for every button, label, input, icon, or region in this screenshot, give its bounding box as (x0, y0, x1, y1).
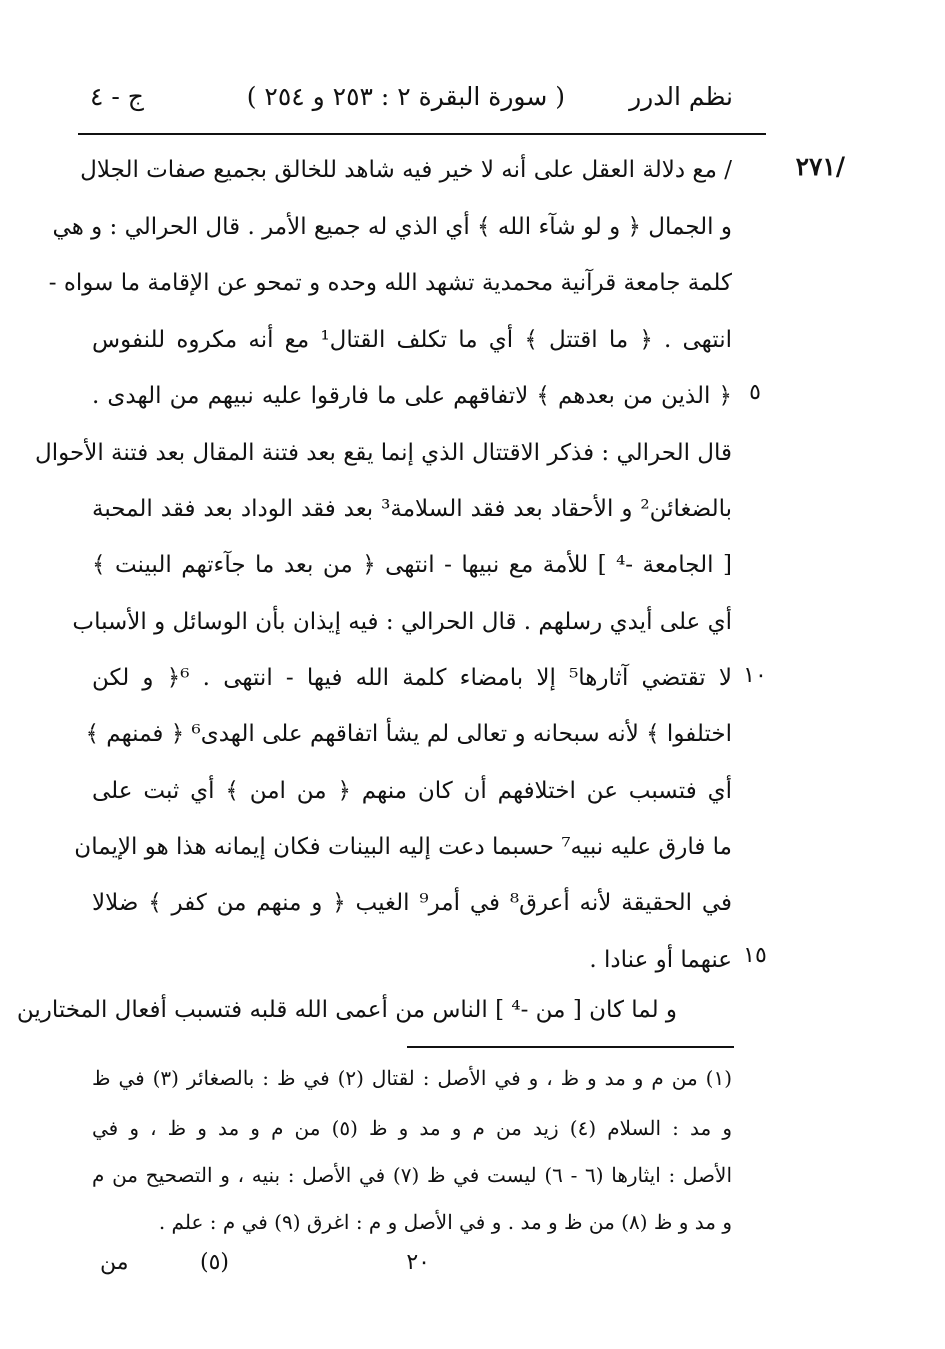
signature-mark: (٥) (200, 1250, 230, 1275)
footnote-line: (١) من م و مد و ظ ، و في الأصل : لقتال (٢) في ظ : بالصغائر (٣) في ظ (92, 1066, 732, 1090)
page-number: ٢٠ (406, 1250, 430, 1275)
volume-label: ج - ٤ (90, 82, 144, 111)
page-footer (80, 1250, 765, 1286)
text-line: و الجمال ﴿ و لو شآء الله ﴾ أي الذي له جميع الأمر . قال الحرالي : و هي (52, 214, 732, 240)
catchword: من (100, 1250, 129, 1275)
text-line: و لما كان [ من -⁴ ] الناس من أعمى الله قلبه فتسبب أفعال المختارين (16, 997, 677, 1023)
running-header (80, 82, 765, 126)
text-line: بالضغائن² و الأحقاد بعد فقد السلامة³ بعد فقد الوداد بعد فقد المحبة (92, 496, 732, 522)
margin-page-reference: ٢٧١/ (795, 152, 845, 181)
text-line: كلمة جامعة قرآنية محمدية تشهد الله وحده و تمحو عن الإقامة ما سواه - (48, 270, 732, 296)
text-line: ﴿ الذين من بعدهم ﴾ لاتفاقهم على ما فارقوا عليه نبيهم من الهدى . (92, 383, 732, 409)
text-line: ما فارق عليه نبيه⁷ حسبما دعت إليه البينات فكان إيمانه هذا هو الإيمان (74, 834, 732, 860)
footnote-rule (407, 1046, 734, 1048)
text-line: أي فتسبب عن اختلافهم أن كان منهم ﴿ من امن ﴾ أي ثبت على (92, 778, 732, 804)
footnote-line: و مد و ظ (٨) من ظ و مد . و في الأصل و م : اغرق (٩) في م : علم . (158, 1210, 732, 1234)
line-number: ٥ (749, 380, 761, 405)
text-line: [ الجامعة -⁴ ] للأمة مع نبيها - انتهى ﴿ من بعد ما جآءتهم البينت ﴾ (92, 552, 732, 578)
book-title: نظم الدرر (629, 82, 733, 111)
footnote-line: الأصل : ايثارها (٦ - ٦) ليست في ظ (٧) في الأصل : بنيه ، و التصحيح من م (92, 1163, 732, 1187)
line-number: ١٥ (743, 943, 767, 968)
line-number: ١٠ (743, 663, 767, 688)
header-rule (78, 133, 766, 135)
text-line: في الحقيقة لأنه أعرق⁸ في أمر⁹ الغيب ﴿ و منهم من كفر ﴾ ضلالا (92, 890, 732, 916)
surah-reference: ( سورة البقرة ٢ : ٢٥٣ و ٢٥٤ ) (246, 82, 565, 111)
text-line: اختلفوا ﴾ لأنه سبحانه و تعالى لم يشأ اتفاقهم على الهدى⁶ ﴿ فمنهم ﴾ (85, 721, 732, 747)
text-line: لا تقتضي آثارها⁵ إلا بامضاء كلمة الله فيها - انتهى . ⁶﴿ و لكن (92, 665, 732, 691)
text-line: أي على أيدي رسلهم . قال الحرالي : فيه إيذان بأن الوسائل و الأسباب (72, 609, 732, 635)
text-line: قال الحرالي : فذكر الاقتتال الذي إنما يقع بعد فتنة المقال بعد فتنة الأحوال (35, 440, 732, 466)
footnote-line: و مد : السلام (٤) زيد من م و مد و ظ (٥) من م و مد و ظ ، و في (92, 1116, 732, 1140)
text-line: انتهى . ﴿ ما اقتتل ﴾ أي ما تكلف القتال¹ مع أنه مكروه للنفوس (92, 327, 732, 353)
text-line: عنهما أو عنادا . (589, 947, 732, 973)
text-line: / مع دلالة العقل على أنه لا خير فيه شاهد للخالق بجميع صفات الجلال (80, 157, 732, 183)
